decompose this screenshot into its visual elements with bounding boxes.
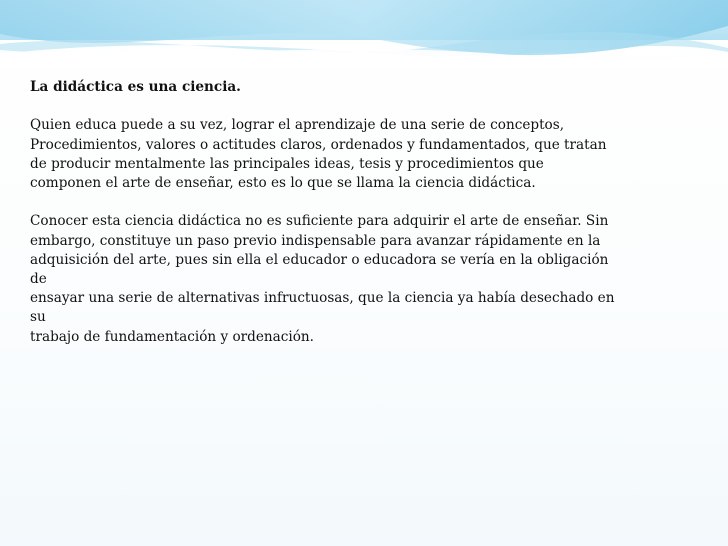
text-line: componen el arte de enseñar, esto es lo que se llama la ciencia didáctica. [30,175,536,191]
slide-title: La didáctica es una ciencia. [30,79,241,95]
decorative-wave-band [0,0,728,66]
text-line: Procedimientos, valores o actitudes claros, ordenados y fundamentados, que tratan [30,136,607,153]
text-line: trabajo de fundamentación y ordenación. [30,328,314,345]
text-line: adquisición del arte, pues sin ella el educador o educadora se vería en la obligación [30,251,609,268]
text-line: de producir mentalmente las principales ideas, tesis y procedimientos que [30,155,544,172]
text-line: su [30,309,46,326]
paragraph-1 [30,116,700,193]
slide-content [30,78,700,366]
text-line: ensayar una serie de alternativas infructuosas, que la ciencia ya había desechado en [30,290,615,307]
text-line: Conocer esta ciencia didáctica no es suficiente para adquirir el arte de enseñar. Sin [30,213,609,230]
text-line: embargo, constituye un paso previo indispensable para avanzar rápidamente en la [30,232,601,249]
paragraph-2 [30,212,700,346]
text-line: Quien educa puede a su vez, lograr el aprendizaje de una serie de conceptos, [30,117,565,134]
wave-graphic [0,0,728,66]
text-line: de [30,271,47,287]
